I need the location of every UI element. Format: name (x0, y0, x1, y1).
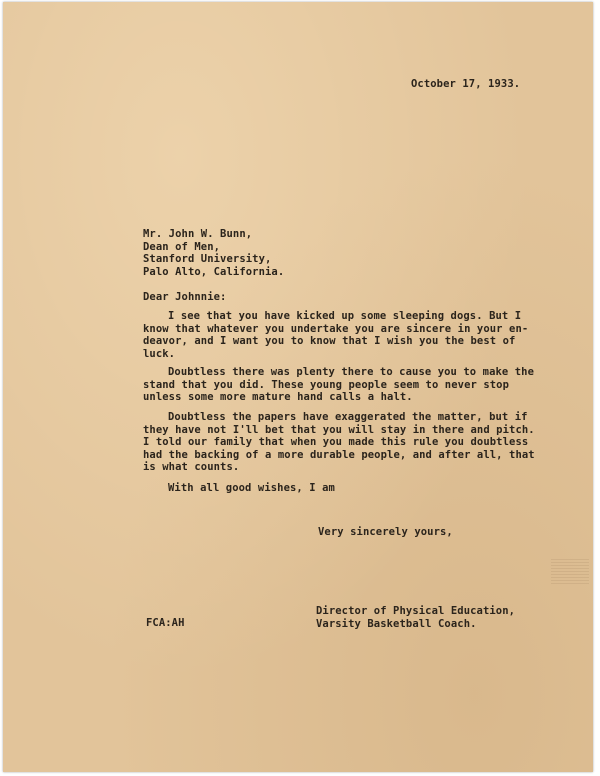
typist-initials (146, 617, 185, 630)
paragraph-line: stand that you did. These young people seem to never stop (143, 378, 510, 391)
signature-block (316, 605, 515, 630)
address-line: Dean of Men, (143, 240, 221, 253)
paragraph-3 (143, 411, 535, 474)
recipient-address (143, 228, 284, 278)
address-line: Mr. John W. Bunn, (143, 228, 253, 240)
closing-line: Very sincerely yours, (318, 526, 453, 538)
paragraph-line: had the backing of a more durable people, and after all, that (143, 448, 535, 461)
address-line: Stanford University, (143, 253, 272, 265)
paragraph-1 (143, 310, 528, 360)
salutation (143, 291, 226, 304)
signature-line: Director of Physical Education, (316, 605, 516, 617)
date-line: October 17, 1933. (411, 78, 521, 90)
paragraph-line: know that whatever you undertake you are sincere in your en- (143, 322, 529, 335)
paragraph-line: deavor, and I want you to know that I wish you the best of (143, 335, 516, 347)
address-line: Palo Alto, California. (143, 265, 285, 278)
complimentary-close (318, 526, 453, 539)
letter-date (411, 78, 520, 91)
paragraph-line: I see that you have kicked up some sleeping dogs. But I (168, 310, 522, 322)
paragraph-line: they have not I'll bet that you will stay in there and pitch. (143, 423, 535, 436)
initials-line: FCA:AH (146, 617, 185, 629)
letter-page (3, 2, 593, 772)
signature-line: Varsity Basketball Coach. (316, 617, 477, 630)
salutation-line: Dear Johnnie: (143, 291, 227, 303)
paragraph-line: I told our family that when you made this rule you doubtless (143, 436, 529, 448)
paragraph-line: Doubtless there was plenty there to cause you to make the (168, 366, 535, 378)
paragraph-2 (143, 366, 534, 404)
paragraph-4 (168, 482, 335, 495)
paragraph-line: Doubtless the papers have exaggerated the matter, but if (168, 411, 528, 423)
paragraph-line: is what counts. (143, 461, 240, 473)
paragraph-line: With all good wishes, I am (168, 482, 335, 494)
paper-crease (551, 558, 589, 584)
paragraph-line: luck. (143, 347, 176, 360)
paragraph-line: unless some more mature hand calls a halt. (143, 391, 413, 403)
